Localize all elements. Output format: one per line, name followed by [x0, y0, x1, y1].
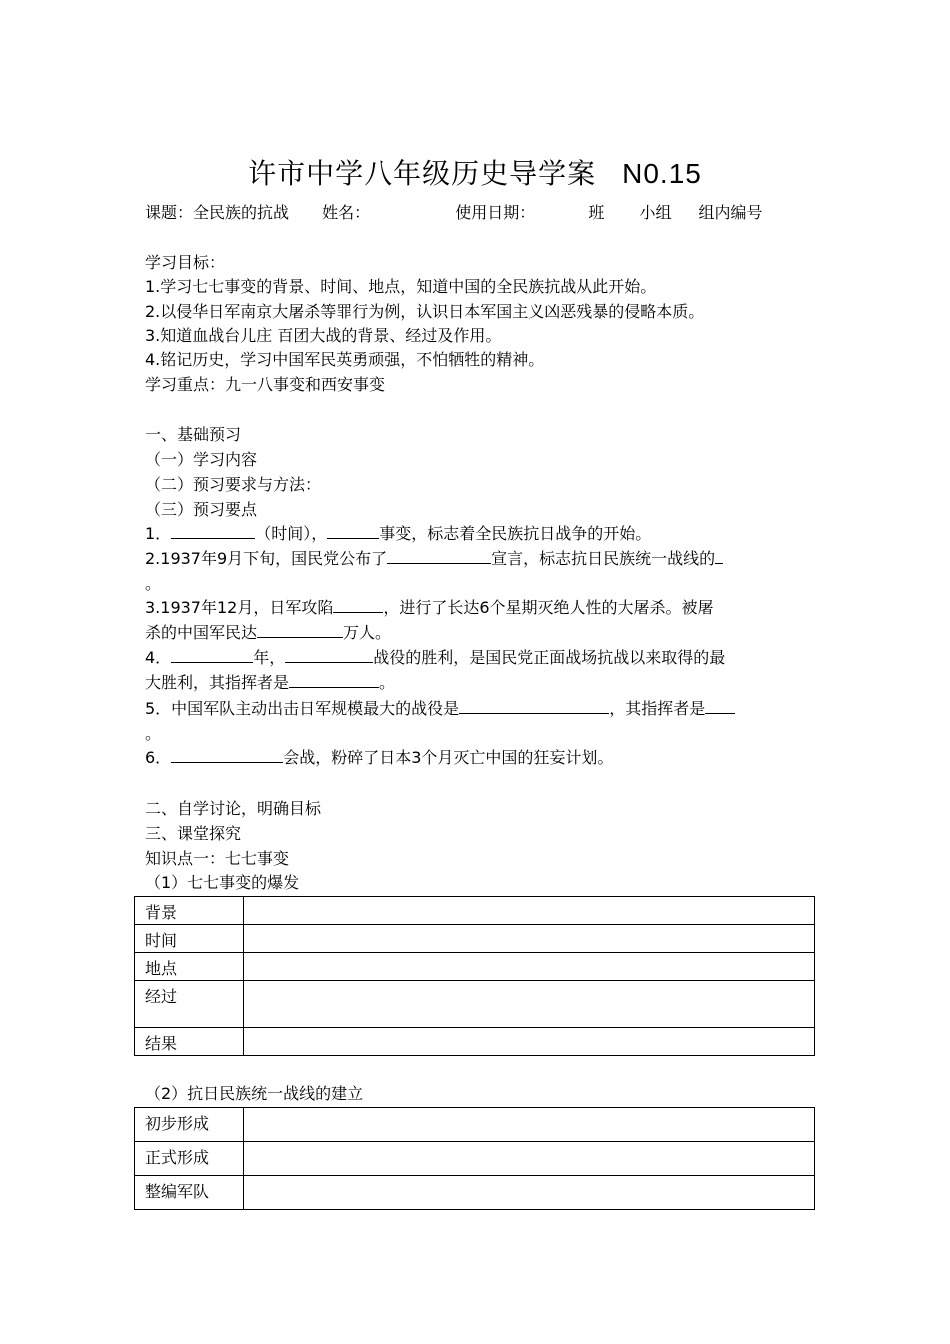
row-label-initial-formation: 初步形成	[135, 1108, 244, 1142]
question-2	[145, 549, 723, 569]
objective-2: 2.以侵华日军南京大屠杀等罪行为例，认识日本军国主义凶恶残暴的侵略本质。	[145, 302, 705, 321]
preview-sub3: （三）预习要点	[145, 500, 258, 519]
q2-blank-declaration[interactable]	[387, 549, 491, 564]
question-4-line2	[145, 673, 395, 693]
question-3	[145, 598, 714, 618]
q4-blank-commander[interactable]	[289, 673, 379, 688]
table1-caption: （1）七七事变的爆发	[145, 873, 300, 892]
objective-1: 1.学习七七事变的背景、时间、地点，知道中国的全民族抗战从此开始。	[145, 277, 657, 296]
q3-text-3: 杀的中国军民达	[145, 623, 258, 642]
preview-sub2: （二）预习要求与方法：	[145, 475, 322, 494]
table-july7-incident	[134, 896, 815, 1056]
answer-cell-background[interactable]	[244, 897, 815, 925]
table-row	[135, 1028, 815, 1056]
q4-text-2: 战役的胜利，是国民党正面战场抗战以来取得的最	[373, 648, 726, 667]
study-focus: 学习重点：九一八事变和西安事变	[145, 375, 386, 394]
q1-text-1: （时间），	[255, 524, 328, 543]
question-4	[145, 648, 725, 668]
objective-3: 3.知道血战台儿庄 百团大战的背景、经过及作用。	[145, 326, 502, 345]
q5-blank-commander[interactable]	[705, 699, 735, 714]
q3-text-1: 3.1937年12月，日军攻陷	[145, 598, 334, 617]
table-row	[135, 1108, 815, 1142]
title-text: 许市中学八年级历史导学案	[248, 157, 597, 190]
q4-text-4: 。	[379, 673, 396, 692]
q3-blank-count[interactable]	[257, 623, 343, 638]
question-3-line2	[145, 623, 391, 643]
row-label-place: 地点	[135, 953, 244, 981]
question-5	[145, 699, 735, 719]
class-label: 班	[588, 203, 605, 222]
knowledge-point-1: 知识点一：七七事变	[145, 849, 290, 868]
q6-num: 6．	[145, 748, 172, 767]
table-row	[135, 981, 815, 1028]
group-label: 小组	[639, 203, 672, 222]
date-label: 使用日期：	[455, 203, 536, 222]
title-number: N0.15	[622, 158, 702, 189]
answer-cell-process[interactable]	[244, 981, 815, 1028]
answer-cell-time[interactable]	[244, 925, 815, 953]
row-label-result: 结果	[135, 1028, 244, 1056]
table-row	[135, 897, 815, 925]
member-no-label: 组内编号	[698, 203, 763, 222]
answer-cell-army-reorganization[interactable]	[244, 1176, 815, 1210]
q6-blank-battle[interactable]	[171, 748, 283, 763]
answer-cell-place[interactable]	[244, 953, 815, 981]
question-2-end: 。	[145, 574, 162, 593]
q1-blank-event[interactable]	[327, 524, 379, 539]
objectives-heading: 学习目标：	[145, 253, 226, 272]
answer-cell-result[interactable]	[244, 1028, 815, 1056]
q2-blank-status[interactable]	[715, 549, 723, 564]
section-preview-heading: 一、基础预习	[145, 425, 242, 444]
q4-blank-year[interactable]	[171, 648, 253, 663]
table-united-front	[134, 1107, 815, 1210]
table-row	[135, 1142, 815, 1176]
question-6	[145, 748, 613, 768]
q3-blank-city[interactable]	[333, 598, 383, 613]
q1-num: 1．	[145, 524, 172, 543]
q5-text-2: ，其指挥者是	[609, 699, 706, 718]
topic-label: 课题：全民族的抗战	[145, 203, 290, 222]
q5-blank-battle[interactable]	[459, 699, 609, 714]
table2-caption: （2）抗日民族统一战线的建立	[145, 1084, 364, 1103]
question-1	[145, 524, 651, 544]
answer-cell-initial-formation[interactable]	[244, 1108, 815, 1142]
section-2-heading: 二、自学讨论，明确目标	[145, 799, 322, 818]
q1-text-2: 事变，标志着全民族抗日战争的开始。	[379, 524, 652, 543]
q1-blank-time[interactable]	[171, 524, 255, 539]
q4-blank-battle[interactable]	[285, 648, 373, 663]
q3-text-4: 万人。	[343, 623, 392, 642]
q4-text-1: 年，	[253, 648, 286, 667]
table-row	[135, 925, 815, 953]
row-label-formal-formation: 正式形成	[135, 1142, 244, 1176]
meta-line	[145, 203, 791, 223]
q5-text-1: 5．中国军队主动出击日军规模最大的战役是	[145, 699, 460, 718]
preview-sub1: （一）学习内容	[145, 450, 258, 469]
objective-4: 4.铭记历史，学习中国军民英勇顽强，不怕牺牲的精神。	[145, 350, 545, 369]
name-label: 姓名：	[322, 203, 371, 222]
table-row	[135, 953, 815, 981]
answer-cell-formal-formation[interactable]	[244, 1142, 815, 1176]
row-label-process: 经过	[135, 981, 244, 1028]
section-3-heading: 三、课堂探究	[145, 824, 242, 843]
question-5-end: 。	[145, 724, 162, 743]
q4-text-3: 大胜利，其指挥者是	[145, 673, 290, 692]
row-label-background: 背景	[135, 897, 244, 925]
row-label-army-reorganization: 整编军队	[135, 1176, 244, 1210]
q6-text-1: 会战，粉碎了日本3个月灭亡中国的狂妄计划。	[283, 748, 614, 767]
q2-text-2: 宣言，标志抗日民族统一战线的	[491, 549, 716, 568]
q2-text-1: 2.1937年9月下旬，国民党公布了	[145, 549, 388, 568]
row-label-time: 时间	[135, 925, 244, 953]
table-row	[135, 1176, 815, 1210]
page-title	[0, 152, 950, 192]
q3-text-2: ，进行了长达6个星期灭绝人性的大屠杀。被屠	[383, 598, 714, 617]
q4-num: 4．	[145, 648, 172, 667]
